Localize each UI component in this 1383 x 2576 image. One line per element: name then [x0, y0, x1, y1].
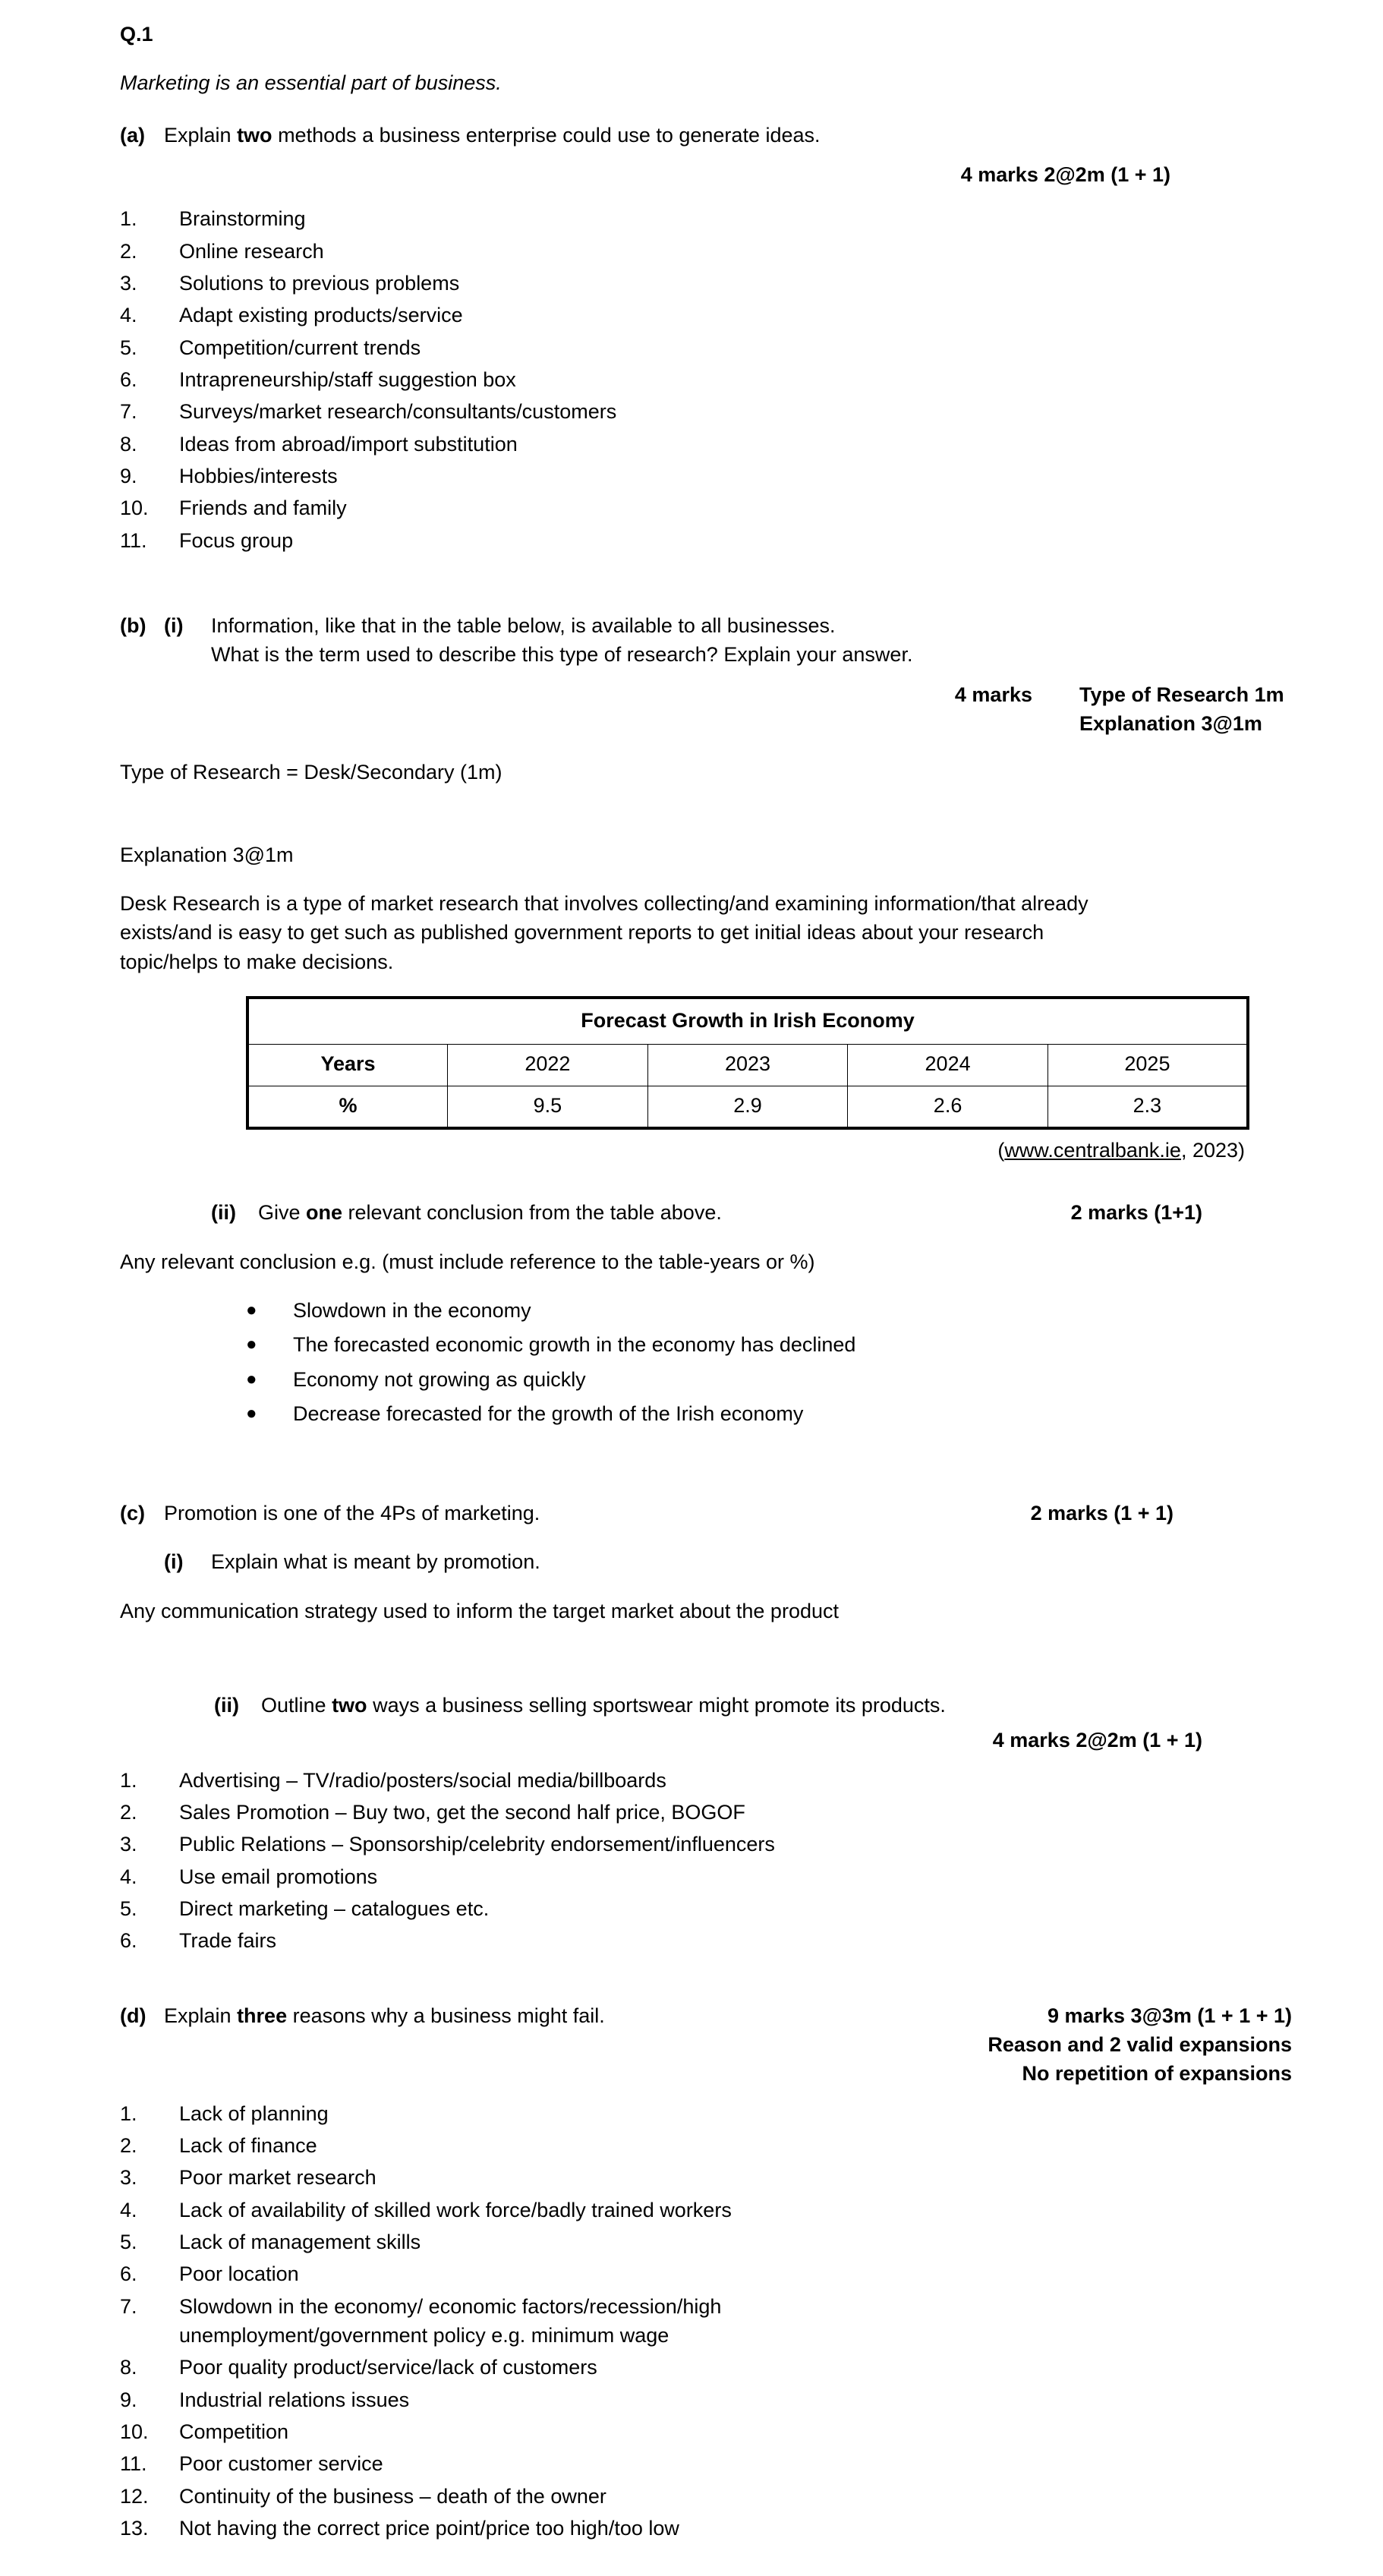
- list-text: Trade fairs: [179, 1929, 277, 1953]
- list-number: 2.: [120, 1801, 137, 1824]
- list-number: 11.: [120, 528, 147, 552]
- list-text: Poor market research: [179, 2166, 376, 2190]
- part-d-answer-list: [120, 2099, 1292, 2546]
- list-number: 13.: [120, 2517, 149, 2540]
- list-text: Focus group: [179, 528, 294, 552]
- list-item: [120, 2163, 1292, 2195]
- list-text: Brainstorming: [179, 207, 306, 231]
- list-text: Use email promotions: [179, 1865, 378, 1888]
- part-c-i-label: (i): [164, 1550, 184, 1574]
- part-c-i-question: [164, 1547, 1292, 1576]
- forecast-growth-table-wrapper: [246, 996, 1249, 1165]
- list-item: [246, 1399, 1292, 1433]
- source-open-paren: (: [997, 1138, 1005, 1162]
- part-b-ii-prompt-pre: Give: [258, 1201, 307, 1225]
- list-number: 3.: [120, 271, 137, 295]
- bullet-icon: ●: [246, 1334, 257, 1355]
- part-c-prompt: Promotion is one of the 4Ps of marketing.: [164, 1502, 540, 1525]
- list-item: [120, 1926, 1292, 1958]
- part-c-ii-prompt-post: ways a business selling sportswear might promote its products.: [367, 1694, 946, 1717]
- part-b-i-line1: Information, like that in the table below, is available to all businesses.: [211, 613, 836, 637]
- list-text: Lack of availability of skilled work force/badly trained workers: [179, 2198, 732, 2221]
- list-number: 7.: [120, 2294, 137, 2318]
- list-item: [120, 1862, 1292, 1894]
- list-text: Ideas from abroad/import substitution: [179, 432, 518, 456]
- list-number: 1.: [120, 1768, 137, 1792]
- list-number: 3.: [120, 1833, 137, 1856]
- list-number: 8.: [120, 2356, 137, 2379]
- list-text: Surveys/market research/consultants/customers: [179, 400, 617, 424]
- part-c-label: (c): [120, 1502, 145, 1525]
- part-b-i-marks-total: 4 marks: [954, 683, 1032, 706]
- list-item: [120, 333, 1292, 365]
- list-item: [120, 397, 1292, 429]
- list-number: 10.: [120, 497, 149, 520]
- part-c-marks: 2 marks (1 + 1): [1030, 1502, 1174, 1525]
- table-row: [247, 1045, 1248, 1086]
- part-a-prompt: [164, 121, 1292, 150]
- question-number: Q.1: [120, 23, 153, 46]
- list-text: Hobbies/interests: [179, 464, 338, 487]
- table-row-header-years: Years: [247, 1045, 448, 1086]
- list-text: Poor location: [179, 2262, 299, 2286]
- list-text: Competition: [179, 2420, 289, 2444]
- part-d-question: [120, 2001, 1292, 2030]
- table-row: [247, 1086, 1248, 1128]
- table-source-citation: [246, 1136, 1245, 1165]
- list-item: [120, 2228, 1292, 2259]
- list-number: 4.: [120, 304, 137, 327]
- list-text: Industrial relations issues: [179, 2388, 410, 2411]
- table-cell-percent: 2.6: [848, 1086, 1048, 1128]
- list-text: Slowdown in the economy: [293, 1298, 531, 1322]
- list-number: 4.: [120, 1865, 137, 1888]
- list-number: 10.: [120, 2420, 149, 2444]
- list-item: [120, 1798, 1292, 1830]
- list-text: Economy not growing as quickly: [293, 1367, 586, 1391]
- list-item: [120, 2259, 1292, 2291]
- list-item: [246, 1365, 1292, 1399]
- list-item: [120, 2417, 1292, 2449]
- table-cell-year: 2022: [448, 1045, 648, 1086]
- table-cell-year: 2024: [848, 1045, 1048, 1086]
- bullet-icon: ●: [246, 1402, 257, 1424]
- part-b-i-explanation-heading: Explanation 3@1m: [120, 843, 294, 866]
- list-text: Poor quality product/service/lack of customers: [179, 2356, 597, 2379]
- list-number: 9.: [120, 464, 137, 487]
- list-text: Lack of management skills: [179, 2231, 421, 2254]
- list-text: Public Relations – Sponsorship/celebrity endorsement/influencers: [179, 1833, 775, 1856]
- part-b-i-answer-type: Type of Research = Desk/Secondary (1m): [120, 761, 502, 784]
- list-text: Advertising – TV/radio/posters/social media/billboards: [179, 1768, 666, 1792]
- list-text: Friends and family: [179, 497, 347, 520]
- list-item: [120, 301, 1292, 333]
- list-item: [120, 204, 1292, 236]
- part-a-prompt-pre: Explain: [164, 123, 238, 147]
- part-d-prompt-bold: three: [237, 2004, 288, 2027]
- part-b-i-line2: What is the term used to describe this type of research? Explain your answer.: [211, 643, 913, 667]
- part-d-marks-line-3: No repetition of expansions: [1022, 2062, 1292, 2086]
- part-d-label: (d): [120, 2004, 146, 2027]
- part-d-marks-line-1: 9 marks 3@3m (1 + 1 + 1): [1047, 2004, 1292, 2027]
- table-cell-percent: 2.9: [647, 1086, 848, 1128]
- list-item: [120, 2514, 1292, 2546]
- list-item: [120, 269, 1292, 301]
- table-row-header-percent: %: [247, 1086, 448, 1128]
- part-c-ii-question: [214, 1691, 1292, 1720]
- list-text: Solutions to previous problems: [179, 271, 460, 295]
- part-a-answer-list: [120, 204, 1292, 558]
- list-number: 8.: [120, 432, 137, 456]
- part-b-ii-bullet-list: [246, 1296, 1292, 1433]
- part-b-label: (b): [120, 613, 146, 637]
- part-c-ii-prompt-pre: Outline: [261, 1694, 332, 1717]
- list-text: Lack of planning: [179, 2101, 329, 2125]
- list-text: Intrapreneurship/staff suggestion box: [179, 367, 516, 391]
- list-number: 6.: [120, 1929, 137, 1953]
- question-stem: Marketing is an essential part of business.: [120, 71, 502, 95]
- list-text: Not having the correct price point/price too high/too low: [179, 2517, 679, 2540]
- list-text: Online research: [179, 239, 324, 263]
- list-item: [120, 2131, 1292, 2163]
- part-c-ii-marks: 4 marks 2@2m (1 + 1): [992, 1729, 1202, 1752]
- list-item: [120, 2482, 1292, 2514]
- list-item: [120, 237, 1292, 269]
- list-text: Slowdown in the economy/ economic factors/recession/high unemployment/government policy e.g. minimum wage: [179, 2294, 722, 2347]
- part-a-prompt-bold: two: [237, 123, 273, 147]
- part-b-ii-prompt: [258, 1198, 722, 1227]
- list-number: 5.: [120, 2231, 137, 2254]
- list-number: 1.: [120, 207, 137, 231]
- list-number: 6.: [120, 367, 137, 391]
- list-text: Sales Promotion – Buy two, get the second half price, BOGOF: [179, 1801, 745, 1824]
- part-b-i-explanation-body: Desk Research is a type of market research that involves collecting/and examining information/that already exists/and is easy to get such as published government reports to get initial ideas about your research topic/helps to make decisions.: [120, 891, 1088, 973]
- part-c-ii-label: (ii): [214, 1694, 239, 1717]
- list-text: Adapt existing products/service: [179, 304, 463, 327]
- list-text: The forecasted economic growth in the economy has declined: [293, 1333, 856, 1357]
- part-b-ii-prompt-bold: one: [306, 1201, 343, 1225]
- list-number: 6.: [120, 2262, 137, 2286]
- part-a-marks: 4 marks 2@2m (1 + 1): [960, 162, 1170, 186]
- part-d-prompt-post: reasons why a business might fail.: [287, 2004, 605, 2027]
- part-d-marks-line-2: Reason and 2 valid expansions: [988, 2033, 1292, 2057]
- list-item: [120, 1894, 1292, 1926]
- part-b-ii-question: [211, 1198, 1292, 1227]
- source-url[interactable]: www.centralbank.ie: [1004, 1138, 1181, 1162]
- list-item: [120, 430, 1292, 462]
- list-number: 12.: [120, 2484, 149, 2508]
- list-item: [120, 2385, 1292, 2417]
- part-b-i-marks-row-2: [120, 709, 1292, 738]
- list-number: 2.: [120, 239, 137, 263]
- list-number: 3.: [120, 2166, 137, 2190]
- list-number: 7.: [120, 400, 137, 424]
- list-text: Continuity of the business – death of the owner: [179, 2484, 606, 2508]
- part-a-question: [120, 121, 1292, 150]
- source-year: , 2023): [1180, 1138, 1245, 1162]
- part-a-prompt-post: methods a business enterprise could use to generate ideas.: [272, 123, 821, 147]
- list-number: 4.: [120, 2198, 137, 2221]
- list-text: Decrease forecasted for the growth of the Irish economy: [293, 1402, 804, 1425]
- list-item: [246, 1296, 1292, 1330]
- part-a-label: (a): [120, 123, 145, 147]
- bullet-icon: ●: [246, 1299, 257, 1320]
- part-b-i-marks-row-1: [120, 680, 1292, 709]
- part-b-i-marks-type: Type of Research 1m: [1079, 683, 1284, 706]
- list-number: 2.: [120, 2134, 137, 2158]
- part-d-prompt: [164, 2001, 605, 2030]
- list-item: [246, 1330, 1292, 1364]
- list-item: [120, 1830, 1292, 1862]
- list-number: 5.: [120, 336, 137, 359]
- part-b-ii-prompt-post: relevant conclusion from the table above.: [342, 1201, 722, 1225]
- list-number: 1.: [120, 2101, 137, 2125]
- part-c-ii-prompt: [261, 1691, 1292, 1720]
- part-c-i-prompt: Explain what is meant by promotion.: [211, 1550, 540, 1574]
- part-b-i-question: [120, 611, 1292, 670]
- list-text: Competition/current trends: [179, 336, 421, 359]
- part-b-ii-label: (ii): [211, 1201, 236, 1225]
- part-b-ii-marks: 2 marks (1+1): [1070, 1201, 1202, 1225]
- part-b-ii-intro: Any relevant conclusion e.g. (must include reference to the table-years or %): [120, 1250, 815, 1273]
- table-cell-percent: 2.3: [1047, 1086, 1248, 1128]
- part-c-ii-prompt-bold: two: [332, 1694, 367, 1717]
- part-c-ii-answer-list: [120, 1766, 1292, 1959]
- part-b-i-label: (i): [164, 613, 184, 637]
- table-cell-percent: 9.5: [448, 1086, 648, 1128]
- list-number: 11.: [120, 2452, 147, 2476]
- list-item: [120, 2353, 1292, 2385]
- list-text: Poor customer service: [179, 2452, 383, 2476]
- forecast-growth-table: [246, 996, 1249, 1130]
- list-item: [120, 365, 1292, 397]
- list-item: [120, 2292, 1292, 2354]
- list-item: [120, 1766, 1292, 1798]
- list-item: [120, 462, 1292, 493]
- list-item: [120, 526, 1292, 558]
- list-item: [120, 2196, 1292, 2228]
- part-c-i-answer: Any communication strategy used to inform the target market about the product: [120, 1599, 839, 1622]
- list-item: [120, 2099, 1292, 2131]
- list-number: 9.: [120, 2388, 137, 2411]
- table-cell-year: 2025: [1047, 1045, 1248, 1086]
- list-item: [120, 2449, 1292, 2481]
- table-title-row: [247, 998, 1248, 1045]
- list-item: [120, 493, 1292, 525]
- list-text: Lack of finance: [179, 2134, 317, 2158]
- bullet-icon: ●: [246, 1368, 257, 1389]
- list-text: Direct marketing – catalogues etc.: [179, 1897, 490, 1921]
- part-d-prompt-pre: Explain: [164, 2004, 238, 2027]
- list-number: 5.: [120, 1897, 137, 1921]
- part-b-i-marks-explanation: Explanation 3@1m: [1079, 711, 1262, 735]
- table-title: Forecast Growth in Irish Economy: [247, 998, 1248, 1045]
- part-c-question: [120, 1499, 1292, 1528]
- table-cell-year: 2023: [647, 1045, 848, 1086]
